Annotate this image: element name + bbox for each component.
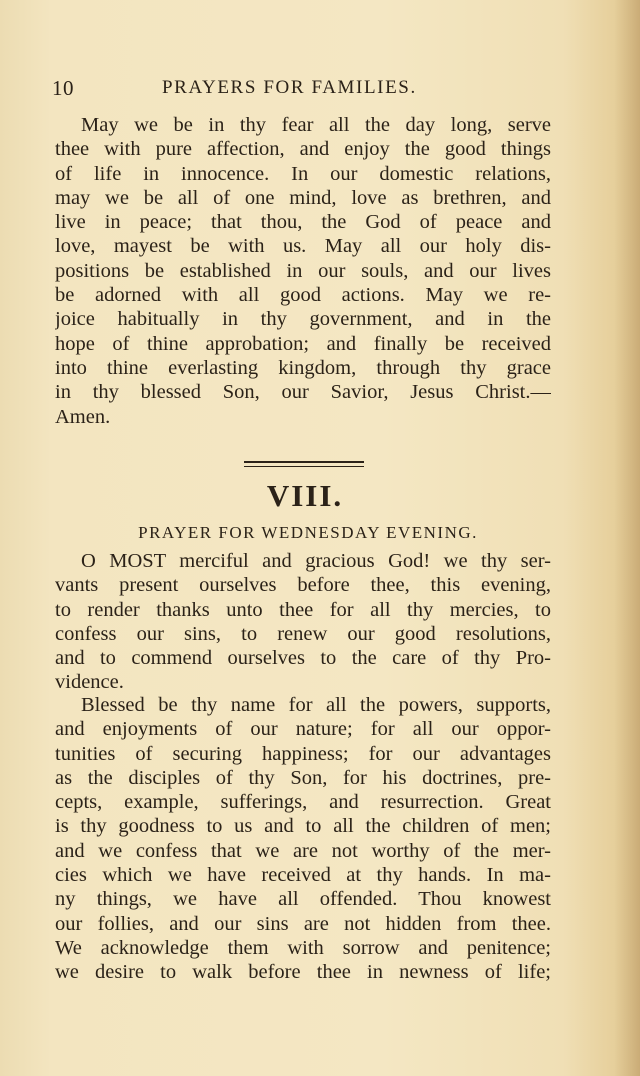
text-line: vidence. bbox=[55, 671, 124, 694]
text-line: cepts, example, sufferings, and resurrection. Great bbox=[55, 791, 551, 814]
text-line: be adorned with all good actions. May we re- bbox=[55, 284, 551, 307]
text-line: to render thanks unto thee for all thy mercies, to bbox=[55, 598, 551, 621]
text-line: cies which we have received at thy hands. In ma- bbox=[55, 864, 551, 887]
paragraph-opening bbox=[55, 549, 551, 695]
text-line: is thy goodness to us and to all the children of men; bbox=[55, 815, 551, 838]
text-line: and to commend ourselves to the care of thy Pro- bbox=[55, 647, 551, 670]
running-head bbox=[52, 76, 552, 106]
text-line: vants present ourselves before thee, this evening, bbox=[55, 574, 551, 597]
text-line: as the disciples of thy Son, for his doctrines, pre- bbox=[55, 766, 551, 789]
text-line: into thine everlasting kingdom, through thy grace bbox=[55, 356, 551, 379]
text-line: confess our sins, to renew our good resolutions, bbox=[55, 622, 551, 645]
text-line: in thy blessed Son, our Savior, Jesus Christ.— bbox=[55, 381, 551, 404]
text-line: tunities of securing happiness; for our advantages bbox=[55, 742, 551, 765]
text-line: Blessed be thy name for all the powers, supports, bbox=[81, 694, 551, 716]
text-line: and we confess that we are not worthy of the mer- bbox=[55, 839, 551, 862]
text-line: positions be established in our souls, and our lives bbox=[55, 259, 551, 282]
text-line: We acknowledge them with sorrow and penitence; bbox=[55, 936, 551, 959]
paragraph-continued bbox=[55, 113, 551, 429]
text-line: and enjoyments of our nature; for all our oppor- bbox=[55, 718, 551, 741]
text-line: thee with pure affection, and enjoy the good things bbox=[55, 138, 551, 161]
section-divider-rule bbox=[244, 461, 364, 467]
text-line: may we be all of one mind, love as brethren, and bbox=[55, 186, 551, 209]
section-numeral: VIII. bbox=[266, 478, 344, 513]
text-line: Amen. bbox=[55, 405, 111, 428]
text-line: we desire to walk before thee in newness of life; bbox=[55, 961, 551, 984]
text-line: May we be in thy fear all the day long, serve bbox=[81, 114, 551, 136]
running-head-title: PRAYERS FOR FAMILIES. bbox=[162, 77, 417, 98]
text-line: live in peace; that thou, the God of peace and bbox=[55, 211, 551, 234]
text-line: our follies, and our sins are not hidden from thee. bbox=[55, 912, 551, 935]
paragraph-blessed bbox=[55, 693, 551, 985]
text-line: ny things, we have all offended. Thou knowest bbox=[55, 888, 551, 911]
page-number: 10 bbox=[52, 76, 74, 100]
text-line: joice habitually in thy government, and in the bbox=[55, 308, 551, 331]
text-line: hope of thine approbation; and finally be received bbox=[55, 332, 551, 355]
text-line: love, mayest be with us. May all our holy dis- bbox=[55, 235, 551, 258]
page-edge-shadow bbox=[614, 0, 640, 1076]
section-title: PRAYER FOR WEDNESDAY EVENING. bbox=[138, 523, 478, 542]
text-line: of life in innocence. In our domestic relations, bbox=[55, 162, 551, 185]
text-line: O MOST merciful and gracious God! we thy ser- bbox=[81, 550, 551, 572]
